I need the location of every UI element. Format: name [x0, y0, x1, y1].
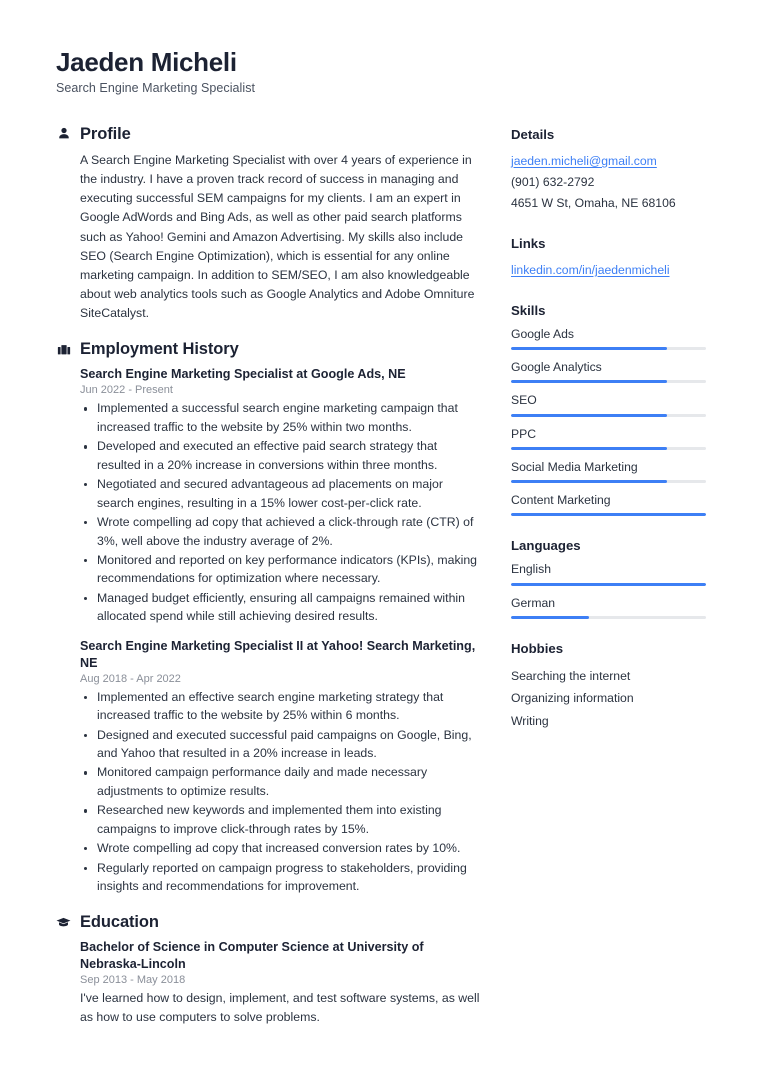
employment-entry-date: Aug 2018 - Apr 2022: [80, 672, 181, 685]
education-entry-date: Sep 2013 - May 2018: [80, 973, 186, 986]
resume-columns: [56, 125, 712, 1044]
skill-track: [511, 513, 706, 516]
list-item: Developed and executed an effective paid search strategy that resulted in a 20% increase in conversions within three months.: [80, 437, 480, 474]
skill-track: [511, 414, 706, 417]
language-track: [511, 616, 706, 619]
employment-entry-bullets: [80, 399, 480, 625]
section-profile-body: [56, 151, 480, 324]
list-item: Wrote compelling ad copy that increased conversion rates by 10%.: [80, 839, 480, 857]
section-education-body: [56, 939, 480, 1027]
sidebar-links-title: Links: [511, 235, 546, 251]
candidate-name: Jaeden Micheli: [56, 47, 237, 77]
sidebar-details-title: Details: [511, 126, 555, 142]
employment-entry-bullets: [80, 688, 480, 896]
sidebar-languages-title: Languages: [511, 538, 581, 554]
education-entry-title: Bachelor of Science in Computer Science at University of Nebraska-Lincoln: [80, 939, 424, 971]
section-profile-title: Profile: [80, 124, 131, 143]
list-item: Researched new keywords and implemented them into existing campaigns to improve click-through rates by 15%.: [80, 801, 480, 838]
employment-entry-title: Search Engine Marketing Specialist II at Yahoo! Search Marketing, NE: [80, 638, 476, 670]
sidebar-languages: [511, 538, 706, 619]
sidebar-column: [511, 125, 706, 733]
skill-label: Social Media Marketing: [511, 459, 638, 474]
sidebar-hobbies-title: Hobbies: [511, 640, 564, 656]
section-employment-title: Employment History: [80, 340, 239, 359]
section-education: [56, 913, 480, 1027]
language-label: English: [511, 562, 551, 577]
employment-entry-date: Jun 2022 - Present: [80, 384, 173, 397]
person-icon: [56, 126, 71, 142]
skill-track: [511, 447, 706, 450]
skill-label: SEO: [511, 393, 537, 408]
language-row: [511, 596, 706, 619]
skill-level-bar: [511, 347, 667, 350]
language-level-bar: [511, 616, 589, 619]
language-row: [511, 562, 706, 585]
list-item: Implemented a successful search engine marketing campaign that increased traffic to the website by 25% within two months.: [80, 399, 480, 436]
list-item: Designed and executed successful paid campaigns on Google, Bing, and Yahoo that resulted in a 20% increase in leads.: [80, 726, 480, 763]
skill-row: [511, 460, 706, 483]
briefcase-icon: [56, 342, 71, 358]
sidebar-skills-title: Skills: [511, 302, 546, 318]
skill-label: Google Ads: [511, 326, 575, 341]
education-entry-description: I've learned how to design, implement, and test software systems, as well as how to use computers to solve problems.: [80, 990, 480, 1024]
hobby-item: Searching the internet: [511, 668, 631, 683]
list-item: Managed budget efficiently, ensuring all campaigns remained within allocated spend while still achieving desired results.: [80, 589, 480, 626]
section-profile-header: [56, 125, 480, 144]
list-item: Regularly reported on campaign progress to stakeholders, providing insights and recommendations for improvement.: [80, 859, 480, 896]
email-link[interactable]: jaeden.micheli@gmail.com: [511, 153, 657, 168]
hobby-item: Writing: [511, 713, 549, 728]
skill-level-bar: [511, 447, 667, 450]
section-employment: [56, 340, 480, 895]
section-employment-body: [56, 366, 480, 895]
sidebar-details: [511, 127, 706, 214]
skill-row: [511, 393, 706, 416]
employment-entry: [80, 366, 480, 625]
profile-text: A Search Engine Marketing Specialist with over 4 years of experience in the industry. I have a proven track record of success in managing and executing successful SEM campaigns for my clients. I am an expert in Google AdWords and Bing Ads, as well as other paid search platforms such as Yahoo! Gemini and Amazon Advertising. My skills also include SEO (Search Engine Optimization), which is essential for any online marketing campaign. In addition to SEM/SEO, I am also knowledgeable about web analytics tools such as Google Analytics and Adobe Omniture SiteCatalyst.: [80, 152, 475, 321]
employment-entry-title: Search Engine Marketing Specialist at Google Ads, NE: [80, 367, 406, 382]
list-item: Monitored campaign performance daily and made necessary adjustments to optimize results.: [80, 763, 480, 800]
sidebar-skills: [511, 303, 706, 517]
linkedin-link[interactable]: linkedin.com/in/jaedenmicheli: [511, 262, 670, 277]
language-level-bar: [511, 583, 706, 586]
skill-label: Google Analytics: [511, 360, 602, 375]
skill-track: [511, 480, 706, 483]
list-item: Wrote compelling ad copy that achieved a click-through rate (CTR) of 3%, well above the industry average of 2%.: [80, 513, 480, 550]
language-label: German: [511, 595, 556, 610]
skill-level-bar: [511, 380, 667, 383]
skill-track: [511, 347, 706, 350]
section-education-header: [56, 913, 480, 932]
skill-track: [511, 380, 706, 383]
main-column: [56, 125, 480, 1044]
graduation-cap-icon: [56, 914, 71, 930]
section-profile: [56, 125, 480, 324]
skill-row: [511, 493, 706, 516]
skill-row: [511, 327, 706, 350]
hobby-item: Organizing information: [511, 691, 634, 706]
sidebar-hobbies: [511, 641, 706, 733]
skill-row: [511, 427, 706, 450]
skill-level-bar: [511, 414, 667, 417]
language-track: [511, 583, 706, 586]
section-employment-header: [56, 340, 480, 359]
employment-entry: [80, 638, 480, 896]
skill-label: Content Marketing: [511, 493, 611, 508]
sidebar-links: [511, 236, 706, 281]
phone-number: (901) 632-2792: [511, 174, 595, 189]
education-entry: [80, 939, 480, 1027]
skill-row: [511, 360, 706, 383]
skill-level-bar: [511, 480, 667, 483]
list-item: Negotiated and secured advantageous ad placements on major search engines, resulting in a 15% lower cost-per-click rate.: [80, 475, 480, 512]
list-item: Implemented an effective search engine marketing strategy that increased traffic to the website by 25% within 6 months.: [80, 688, 480, 725]
skill-label: PPC: [511, 426, 537, 441]
candidate-job-title: Search Engine Marketing Specialist: [56, 80, 256, 95]
address-text: 4651 W St, Omaha, NE 68106: [511, 195, 676, 210]
list-item: Monitored and reported on key performance indicators (KPIs), making recommendations for optimization where necessary.: [80, 551, 480, 588]
section-education-title: Education: [80, 912, 159, 931]
resume-header: [56, 48, 712, 95]
skill-level-bar: [511, 513, 706, 516]
